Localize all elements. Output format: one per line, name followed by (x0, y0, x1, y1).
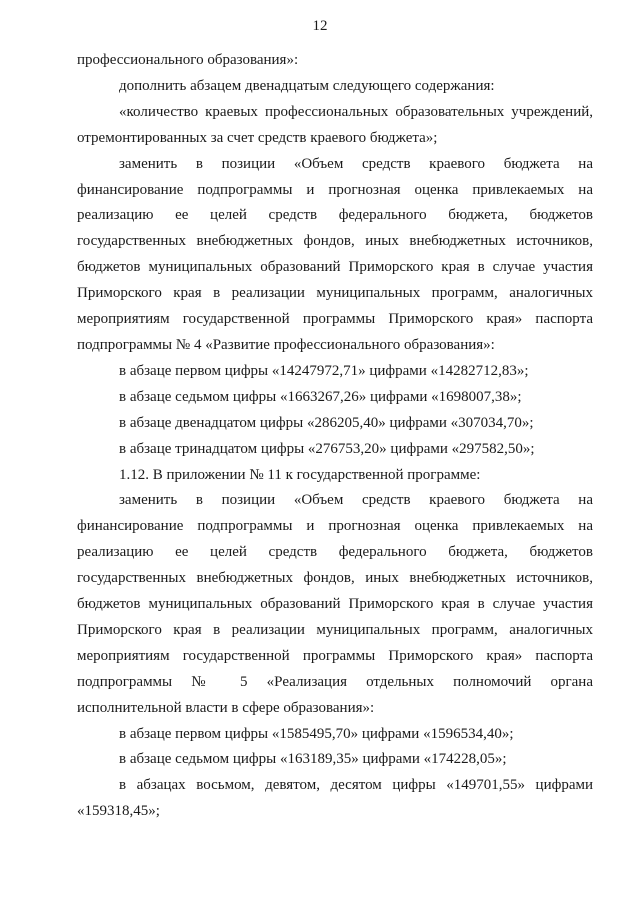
paragraph: в абзаце двенадцатом цифры «286205,40» цифрами «307034,70»; (119, 414, 534, 431)
paragraph: в абзацах восьмом, девятом, десятом цифры «149701,55» цифрами «159318,45»; (77, 777, 593, 820)
paragraph: «количество краевых профессиональных образовательных учреждений, отремонтированных за счет средств краевого бюджета»; (77, 103, 593, 146)
paragraph: дополнить абзацем двенадцатым следующего содержания: (119, 77, 495, 94)
paragraph: в абзаце седьмом цифры «163189,35» цифрами «174228,05»; (119, 751, 507, 768)
paragraph: профессионального образования»: (77, 52, 299, 68)
document-body (77, 48, 593, 825)
paragraph: 1.12. В приложении № 11 к государственной программе: (119, 466, 481, 483)
paragraph: в абзаце первом цифры «14247972,71» цифрами «14282712,83»; (119, 362, 529, 379)
paragraph: в абзаце тринадцатом цифры «276753,20» цифрами «297582,50»; (119, 440, 535, 457)
paragraph: заменить в позиции «Объем средств краевого бюджета на финансирование подпрограммы и прогнозная оценка привлекаемых на реализацию ее целей средств федерального бюджета, бюджетов государственных внебюджетных фондов, иных внебюджетных источников, бюджетов муниципальных образований Приморского края в случае участия Приморского края в реализации муниципальных программ, аналогичных мероприятиям государственной программы Приморского края» паспорта подпрограммы № 4 «Развитие профессионального образования»: (77, 155, 593, 353)
paragraph: заменить в позиции «Объем средств краевого бюджета на финансирование подпрограммы и прогнозная оценка привлекаемых на реализацию ее целей средств федерального бюджета, бюджетов государственных внебюджетных фондов, иных внебюджетных источников, бюджетов муниципальных образований Приморского края в случае участия Приморского края в реализации муниципальных программ, аналогичных мероприятиям государственной программы Приморского края» паспорта подпрограммы № 5 «Реализация отдельных полномочий органа исполнительной власти в сфере образования»: (77, 492, 593, 716)
page-number: 12 (312, 18, 328, 34)
paragraph: в абзаце первом цифры «1585495,70» цифрами «1596534,40»; (119, 725, 514, 742)
paragraph: в абзаце седьмом цифры «1663267,26» цифрами «1698007,38»; (119, 388, 522, 405)
